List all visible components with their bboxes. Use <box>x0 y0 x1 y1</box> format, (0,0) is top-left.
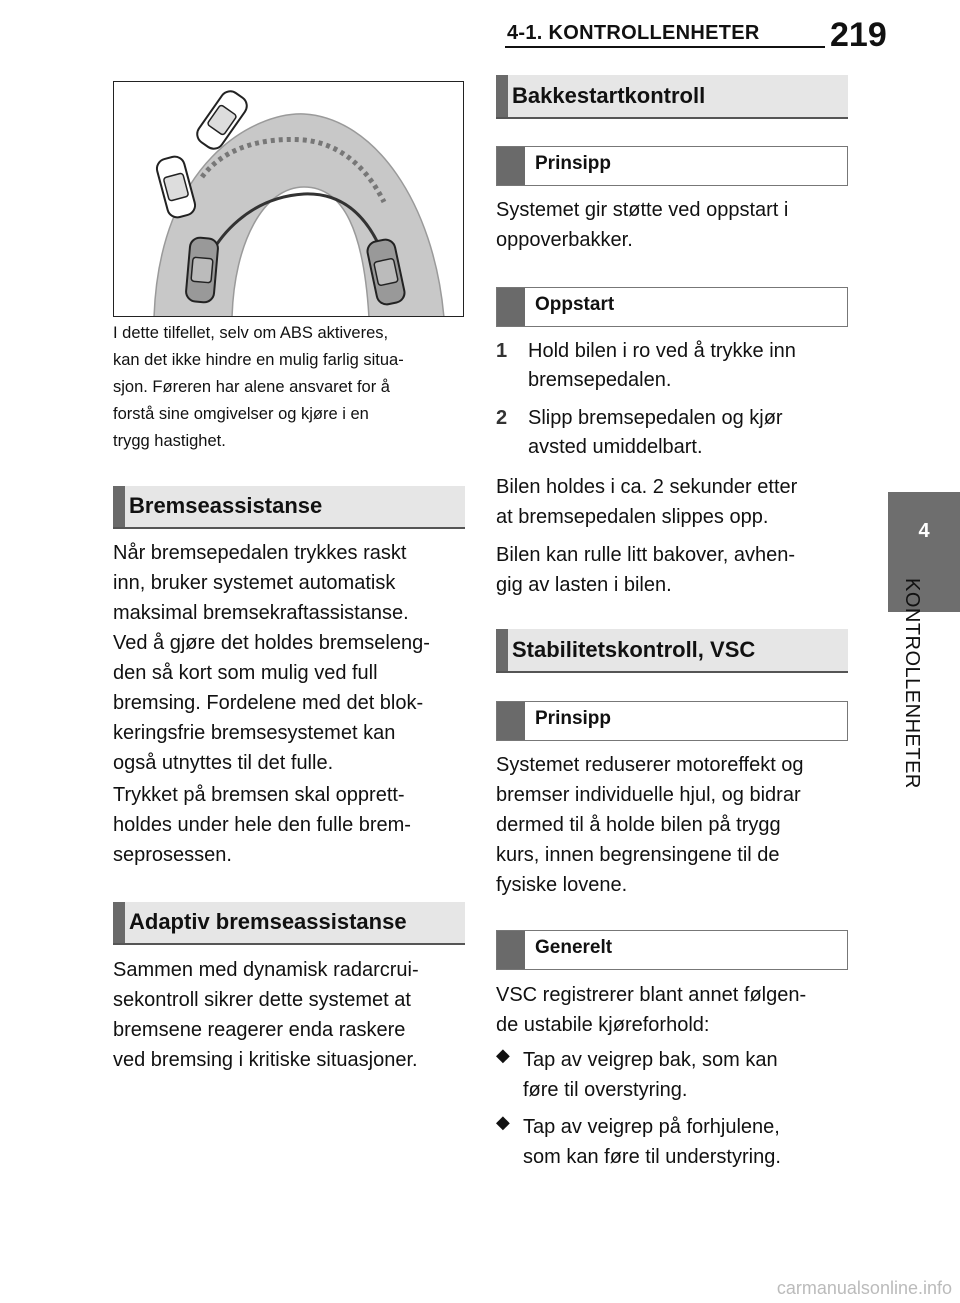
caption-line: sjon. Føreren har alene ansvaret for å <box>113 378 390 396</box>
heading-text: Adaptiv bremseassistanse <box>129 909 407 934</box>
bremseassistanse-paragraph <box>113 538 473 778</box>
text-line: at bremsepedalen slippes opp. <box>496 506 769 528</box>
text-line: Hold bilen i ro ved å trykke inn <box>528 340 796 362</box>
page-number: 219 <box>830 16 887 54</box>
subheading-generelt <box>496 930 848 970</box>
text-line: som kan føre til understyring. <box>523 1146 781 1168</box>
car-left-lane <box>185 237 218 303</box>
step-number: 2 <box>496 407 508 429</box>
heading-stabilitetskontroll-vsc <box>496 629 848 673</box>
bullet-item <box>496 1112 866 1174</box>
text-line: kurs, innen begrensingene til de <box>496 844 780 866</box>
subheading-text: Prinsipp <box>535 708 612 729</box>
text-line: bremsepedalen. <box>528 369 672 391</box>
subheading-text: Oppstart <box>535 294 615 315</box>
bremseassistanse-paragraph-2 <box>113 780 473 870</box>
caption-line: forstå sine omgivelser og kjøre i en <box>113 405 369 423</box>
text-line: Slipp bremsepedalen og kjør <box>528 407 783 429</box>
road-curve-graphic <box>114 82 464 317</box>
text-line: Systemet gir støtte ved oppstart i <box>496 199 789 221</box>
text-line: Ved å gjøre det holdes bremseleng- <box>113 632 430 654</box>
chapter-tab-label: KONTROLLENHETER <box>901 578 923 789</box>
heading-text: Bakkestartkontroll <box>512 83 706 108</box>
adaptiv-paragraph <box>113 955 473 1075</box>
bakkestart-paragraph-2 <box>496 540 856 600</box>
subheading-prinsipp-vsc <box>496 701 848 741</box>
bullet-item <box>496 1045 866 1107</box>
heading-bremseassistanse <box>113 486 465 529</box>
bullet-diamond-icon: ◆ <box>496 1112 510 1132</box>
text-line: Når bremsepedalen trykkes raskt <box>113 542 407 564</box>
text-line: også utnyttes til det fulle. <box>113 752 334 774</box>
bakkestart-paragraph-1 <box>496 472 856 532</box>
step-number: 1 <box>496 340 508 362</box>
text-line: Trykket på bremsen skal opprett- <box>113 784 405 806</box>
text-line: gig av lasten i bilen. <box>496 574 672 596</box>
caption-line: kan det ikke hindre en mulig farlig situa- <box>113 351 404 369</box>
step-1 <box>496 337 856 397</box>
caption-line: I dette tilfellet, selv om ABS aktiveres, <box>113 324 389 342</box>
subheading-oppstart <box>496 287 848 327</box>
watermark: carmanualsonline.info <box>776 1278 952 1298</box>
text-line: den så kort som mulig ved full <box>113 662 378 684</box>
step-text <box>528 404 858 462</box>
text-line: keringsfrie bremsesystemet kan <box>113 722 396 744</box>
text-line: seprosessen. <box>113 844 232 866</box>
header-rule <box>505 46 825 48</box>
text-line: avsted umiddelbart. <box>528 436 703 458</box>
text-line: Tap av veigrep bak, som kan <box>523 1049 778 1071</box>
text-line: bremser individuelle hjul, og bidrar <box>496 784 801 806</box>
vsc-prinsipp-paragraph <box>496 750 856 900</box>
bullet-diamond-icon: ◆ <box>496 1045 510 1065</box>
text-line: Bilen kan rulle litt bakover, avhen- <box>496 544 796 566</box>
text-line: bremsing. Fordelene med det blok- <box>113 692 424 714</box>
subheading-text: Prinsipp <box>535 153 612 174</box>
text-line: fysiske lovene. <box>496 874 628 896</box>
bullet-text <box>523 1112 863 1172</box>
heading-bakkestartkontroll <box>496 75 848 119</box>
vsc-generelt-paragraph <box>496 980 856 1040</box>
text-line: VSC registrerer blant annet følgen- <box>496 984 807 1006</box>
text-line: inn, bruker systemet automatisk <box>113 572 396 594</box>
text-line: Bilen holdes i ca. 2 sekunder etter <box>496 476 798 498</box>
subheading-text: Generelt <box>535 937 613 958</box>
text-line: oppoverbakker. <box>496 229 633 251</box>
text-line: føre til overstyring. <box>523 1079 688 1101</box>
text-line: de ustabile kjøreforhold: <box>496 1014 710 1036</box>
heading-text: Bremseassistanse <box>129 493 323 518</box>
bullet-text <box>523 1045 863 1105</box>
curve-illustration <box>113 81 464 317</box>
text-line: dermed til å holde bilen på trygg <box>496 814 781 836</box>
step-2 <box>496 404 856 464</box>
text-line: Systemet reduserer motoreffekt og <box>496 754 804 776</box>
figure-caption <box>113 320 468 455</box>
header-section-title: 4-1. KONTROLLENHETER <box>507 22 760 44</box>
text-line: holdes under hele den fulle brem- <box>113 814 411 836</box>
subheading-prinsipp <box>496 146 848 186</box>
caption-line: trygg hastighet. <box>113 432 226 450</box>
heading-adaptiv-bremseassistanse <box>113 902 465 945</box>
text-line: Tap av veigrep på forhjulene, <box>523 1116 780 1138</box>
text-line: sekontroll sikrer dette systemet at <box>113 989 411 1011</box>
text-line: Sammen med dynamisk radarcrui- <box>113 959 419 981</box>
text-line: maksimal bremsekraftassistanse. <box>113 602 409 624</box>
bakkestart-prinsipp-paragraph <box>496 195 856 255</box>
chapter-tab-number: 4 <box>918 520 930 542</box>
car-skidding-side <box>155 154 198 219</box>
text-line: bremsene reagerer enda raskere <box>113 1019 406 1041</box>
text-line: ved bremsing i kritiske situasjoner. <box>113 1049 418 1071</box>
step-text <box>528 337 858 395</box>
heading-text: Stabilitetskontroll, VSC <box>512 637 756 662</box>
